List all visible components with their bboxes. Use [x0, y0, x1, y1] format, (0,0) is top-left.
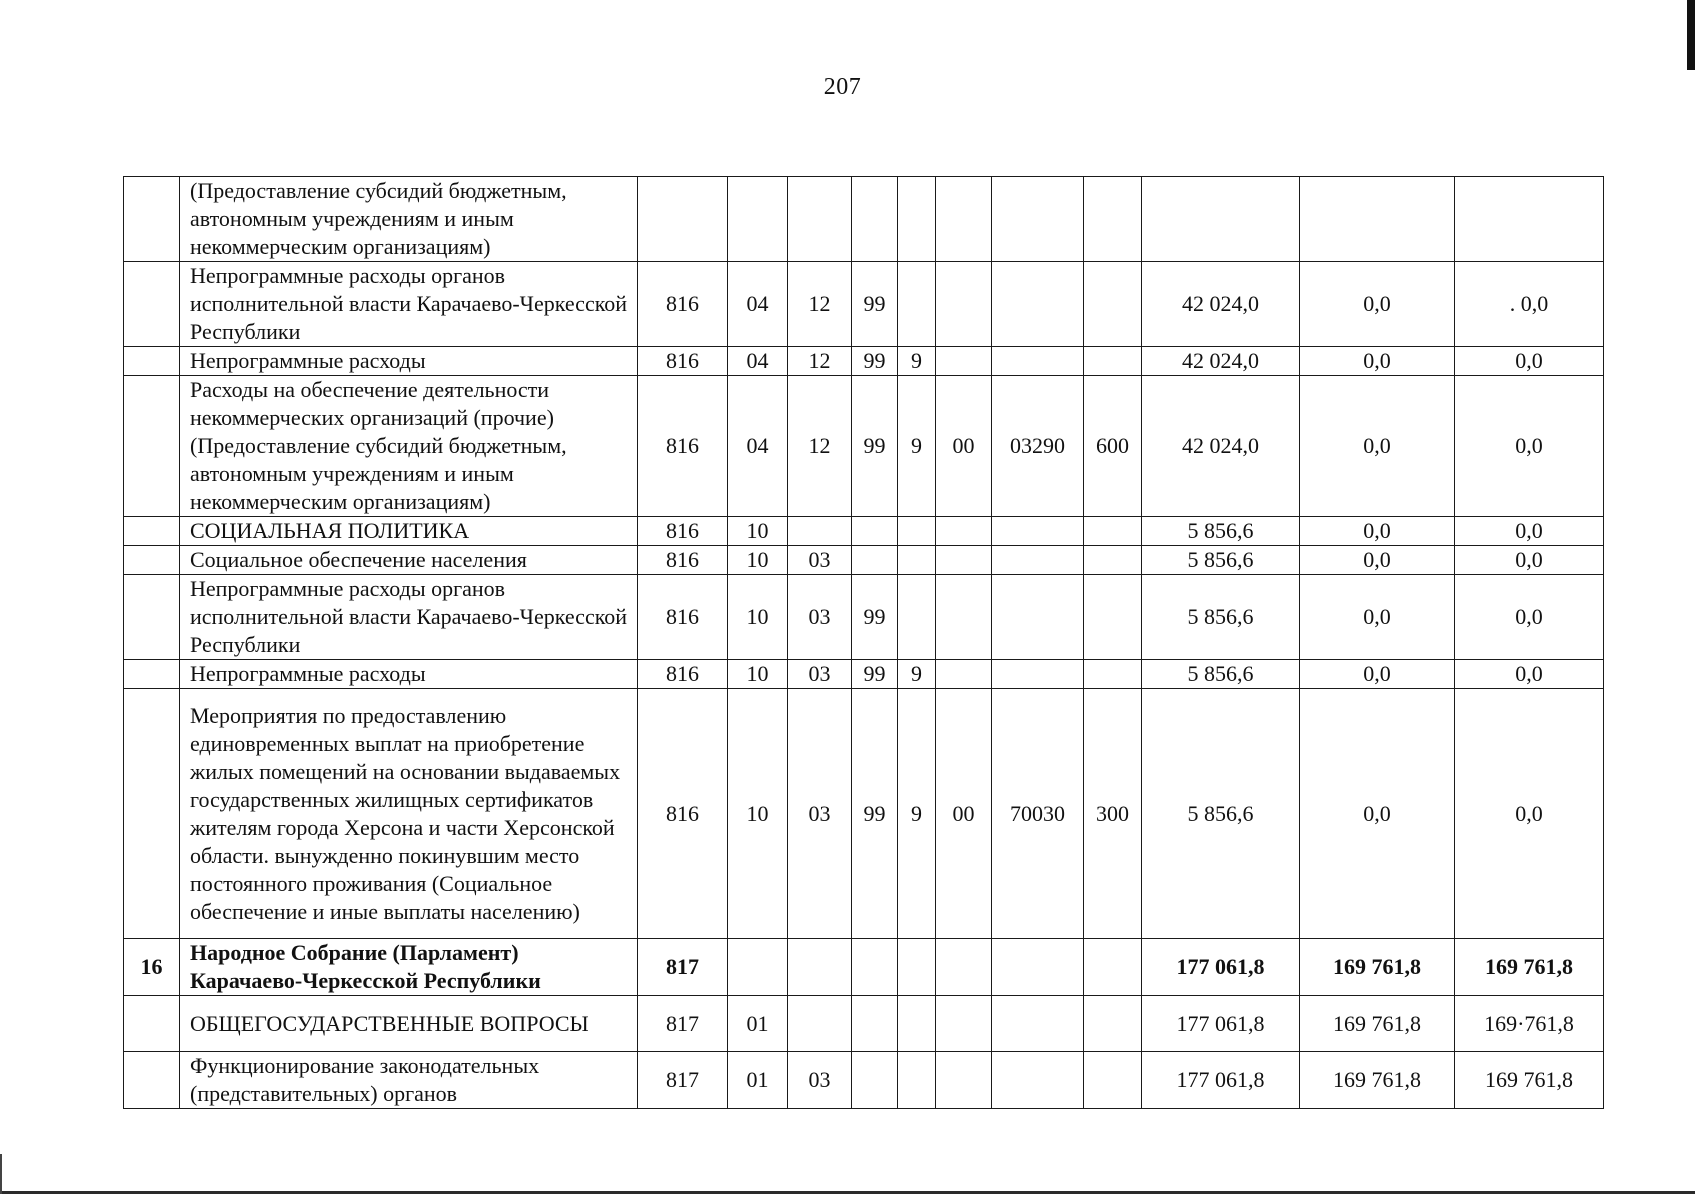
table-row: [124, 376, 1604, 517]
subprogram-code-cell: 9: [898, 347, 936, 376]
expense-type-cell: [1084, 517, 1142, 546]
amount-year3-cell: 0,0: [1455, 517, 1604, 546]
subsection-code-cell: 03: [788, 546, 852, 575]
item-name-cell: СОЦИАЛЬНАЯ ПОЛИТИКА: [180, 517, 638, 546]
direction-code-cell: [992, 262, 1084, 347]
subsection-code-cell: 03: [788, 660, 852, 689]
expense-type-cell: [1084, 575, 1142, 660]
section-code-cell: 01: [728, 1052, 788, 1109]
table-row: [124, 517, 1604, 546]
table-row: [124, 660, 1604, 689]
amount-year2-cell: 169 761,8: [1300, 1052, 1455, 1109]
item-name-cell: Непрограммные расходы органов исполнительной власти Карачаево-Черкесской Республики: [180, 262, 638, 347]
subsection-code-cell: 12: [788, 262, 852, 347]
ministry-code-cell: 816: [638, 689, 728, 939]
row-number-cell: [124, 517, 180, 546]
ministry-code-cell: 816: [638, 262, 728, 347]
direction-code-cell: [992, 939, 1084, 996]
event-code-cell: 00: [936, 376, 992, 517]
event-code-cell: [936, 1052, 992, 1109]
amount-year3-cell: 0,0: [1455, 376, 1604, 517]
subprogram-code-cell: 9: [898, 376, 936, 517]
direction-code-cell: [992, 546, 1084, 575]
amount-year1-cell: 5 856,6: [1142, 546, 1300, 575]
amount-year2-cell: 0,0: [1300, 347, 1455, 376]
program-code-cell: 99: [852, 347, 898, 376]
expense-type-cell: [1084, 939, 1142, 996]
table-row: [124, 575, 1604, 660]
direction-code-cell: 03290: [992, 376, 1084, 517]
event-code-cell: 00: [936, 689, 992, 939]
amount-year1-cell: 42 024,0: [1142, 347, 1300, 376]
ministry-code-cell: 816: [638, 575, 728, 660]
subsection-code-cell: [788, 177, 852, 262]
event-code-cell: [936, 177, 992, 262]
amount-year2-cell: 0,0: [1300, 689, 1455, 939]
scan-edge-bottom: [0, 1191, 1695, 1194]
subprogram-code-cell: [898, 939, 936, 996]
amount-year3-cell: . 0,0: [1455, 262, 1604, 347]
subsection-code-cell: 03: [788, 1052, 852, 1109]
item-name-cell: Непрограммные расходы: [180, 347, 638, 376]
amount-year3-cell: 169 761,8: [1455, 1052, 1604, 1109]
ministry-code-cell: 816: [638, 376, 728, 517]
section-code-cell: 04: [728, 262, 788, 347]
row-number-cell: 16: [124, 939, 180, 996]
subprogram-code-cell: [898, 996, 936, 1052]
program-code-cell: 99: [852, 689, 898, 939]
event-code-cell: [936, 939, 992, 996]
program-code-cell: [852, 177, 898, 262]
amount-year1-cell: [1142, 177, 1300, 262]
expense-type-cell: [1084, 177, 1142, 262]
amount-year2-cell: [1300, 177, 1455, 262]
program-code-cell: 99: [852, 376, 898, 517]
subprogram-code-cell: [898, 177, 936, 262]
table-row: [124, 996, 1604, 1052]
item-name-cell: Мероприятия по предоставлению единовременных выплат на приобретение жилых помещений на основании выдаваемых государственных жилищных сертификатов жителям города Херсона и части Херсонской области. вынужденно покинувшим место постоянного проживания (Социальное обеспечение и иные выплаты населению): [180, 689, 638, 939]
subprogram-code-cell: [898, 262, 936, 347]
subprogram-code-cell: [898, 1052, 936, 1109]
amount-year3-cell: 0,0: [1455, 689, 1604, 939]
table-row: [124, 939, 1604, 996]
item-name-cell: Социальное обеспечение населения: [180, 546, 638, 575]
table-row: [124, 1052, 1604, 1109]
event-code-cell: [936, 546, 992, 575]
program-code-cell: [852, 1052, 898, 1109]
row-number-cell: [124, 177, 180, 262]
amount-year3-cell: 0,0: [1455, 575, 1604, 660]
scan-edge-right: [1687, 0, 1695, 70]
ministry-code-cell: 817: [638, 1052, 728, 1109]
section-code-cell: 10: [728, 660, 788, 689]
event-code-cell: [936, 517, 992, 546]
row-number-cell: [124, 575, 180, 660]
item-name-cell: Народное Собрание (Парламент) Карачаево-Черкесской Республики: [180, 939, 638, 996]
amount-year2-cell: 169 761,8: [1300, 939, 1455, 996]
ministry-code-cell: 816: [638, 347, 728, 376]
subsection-code-cell: [788, 996, 852, 1052]
table-row: [124, 347, 1604, 376]
expense-type-cell: [1084, 660, 1142, 689]
row-number-cell: [124, 689, 180, 939]
section-code-cell: [728, 939, 788, 996]
event-code-cell: [936, 660, 992, 689]
table-body: [124, 177, 1604, 1109]
direction-code-cell: [992, 1052, 1084, 1109]
direction-code-cell: [992, 517, 1084, 546]
expense-type-cell: 300: [1084, 689, 1142, 939]
amount-year1-cell: 5 856,6: [1142, 517, 1300, 546]
ministry-code-cell: 816: [638, 517, 728, 546]
program-code-cell: 99: [852, 262, 898, 347]
table-row: [124, 546, 1604, 575]
ministry-code-cell: 817: [638, 939, 728, 996]
row-number-cell: [124, 660, 180, 689]
ministry-code-cell: 816: [638, 546, 728, 575]
amount-year2-cell: 169 761,8: [1300, 996, 1455, 1052]
direction-code-cell: [992, 347, 1084, 376]
amount-year3-cell: 169 761,8: [1455, 939, 1604, 996]
subsection-code-cell: 03: [788, 689, 852, 939]
amount-year2-cell: 0,0: [1300, 575, 1455, 660]
section-code-cell: 10: [728, 517, 788, 546]
amount-year2-cell: 0,0: [1300, 262, 1455, 347]
expense-type-cell: 600: [1084, 376, 1142, 517]
amount-year1-cell: 177 061,8: [1142, 1052, 1300, 1109]
amount-year1-cell: 177 061,8: [1142, 996, 1300, 1052]
amount-year3-cell: 0,0: [1455, 546, 1604, 575]
event-code-cell: [936, 262, 992, 347]
section-code-cell: 01: [728, 996, 788, 1052]
subsection-code-cell: 03: [788, 575, 852, 660]
amount-year2-cell: 0,0: [1300, 376, 1455, 517]
section-code-cell: 10: [728, 546, 788, 575]
section-code-cell: 10: [728, 575, 788, 660]
amount-year3-cell: 169·761,8: [1455, 996, 1604, 1052]
scan-edge-left: [0, 1154, 2, 1194]
amount-year1-cell: 42 024,0: [1142, 262, 1300, 347]
program-code-cell: [852, 996, 898, 1052]
direction-code-cell: [992, 660, 1084, 689]
item-name-cell: ОБЩЕГОСУДАРСТВЕННЫЕ ВОПРОСЫ: [180, 996, 638, 1052]
subprogram-code-cell: [898, 517, 936, 546]
program-code-cell: 99: [852, 660, 898, 689]
direction-code-cell: [992, 575, 1084, 660]
row-number-cell: [124, 347, 180, 376]
subprogram-code-cell: 9: [898, 689, 936, 939]
amount-year2-cell: 0,0: [1300, 546, 1455, 575]
section-code-cell: 04: [728, 347, 788, 376]
section-code-cell: [728, 177, 788, 262]
subsection-code-cell: 12: [788, 347, 852, 376]
direction-code-cell: [992, 177, 1084, 262]
item-name-cell: Расходы на обеспечение деятельности некоммерческих организаций (прочие) (Предоставление субсидий бюджетным, автономным учреждениям и иным некоммерческим организациям): [180, 376, 638, 517]
subsection-code-cell: [788, 939, 852, 996]
event-code-cell: [936, 347, 992, 376]
amount-year1-cell: 177 061,8: [1142, 939, 1300, 996]
expense-type-cell: [1084, 996, 1142, 1052]
program-code-cell: [852, 939, 898, 996]
table-row: [124, 689, 1604, 939]
page-number: 207: [823, 74, 862, 100]
expense-type-cell: [1084, 262, 1142, 347]
event-code-cell: [936, 996, 992, 1052]
subprogram-code-cell: [898, 546, 936, 575]
ministry-code-cell: 816: [638, 660, 728, 689]
subsection-code-cell: [788, 517, 852, 546]
expense-type-cell: [1084, 1052, 1142, 1109]
amount-year3-cell: [1455, 177, 1604, 262]
amount-year2-cell: 0,0: [1300, 660, 1455, 689]
section-code-cell: 10: [728, 689, 788, 939]
item-name-cell: Функционирование законодательных (представительных) органов: [180, 1052, 638, 1109]
event-code-cell: [936, 575, 992, 660]
direction-code-cell: 70030: [992, 689, 1084, 939]
amount-year1-cell: 5 856,6: [1142, 660, 1300, 689]
subsection-code-cell: 12: [788, 376, 852, 517]
table-row: [124, 177, 1604, 262]
program-code-cell: 99: [852, 575, 898, 660]
row-number-cell: [124, 1052, 180, 1109]
budget-table: [123, 176, 1604, 1109]
program-code-cell: [852, 546, 898, 575]
row-number-cell: [124, 546, 180, 575]
amount-year2-cell: 0,0: [1300, 517, 1455, 546]
row-number-cell: [124, 996, 180, 1052]
table-row: [124, 262, 1604, 347]
amount-year1-cell: 5 856,6: [1142, 575, 1300, 660]
amount-year1-cell: 5 856,6: [1142, 689, 1300, 939]
ministry-code-cell: 817: [638, 996, 728, 1052]
row-number-cell: [124, 262, 180, 347]
amount-year3-cell: 0,0: [1455, 347, 1604, 376]
row-number-cell: [124, 376, 180, 517]
amount-year3-cell: 0,0: [1455, 660, 1604, 689]
item-name-cell: Непрограммные расходы: [180, 660, 638, 689]
section-code-cell: 04: [728, 376, 788, 517]
expense-type-cell: [1084, 546, 1142, 575]
direction-code-cell: [992, 996, 1084, 1052]
item-name-cell: (Предоставление субсидий бюджетным, автономным учреждениям и иным некоммерческим организациям): [180, 177, 638, 262]
program-code-cell: [852, 517, 898, 546]
amount-year1-cell: 42 024,0: [1142, 376, 1300, 517]
subprogram-code-cell: [898, 575, 936, 660]
subprogram-code-cell: 9: [898, 660, 936, 689]
ministry-code-cell: [638, 177, 728, 262]
item-name-cell: Непрограммные расходы органов исполнительной власти Карачаево-Черкесской Республики: [180, 575, 638, 660]
expense-type-cell: [1084, 347, 1142, 376]
